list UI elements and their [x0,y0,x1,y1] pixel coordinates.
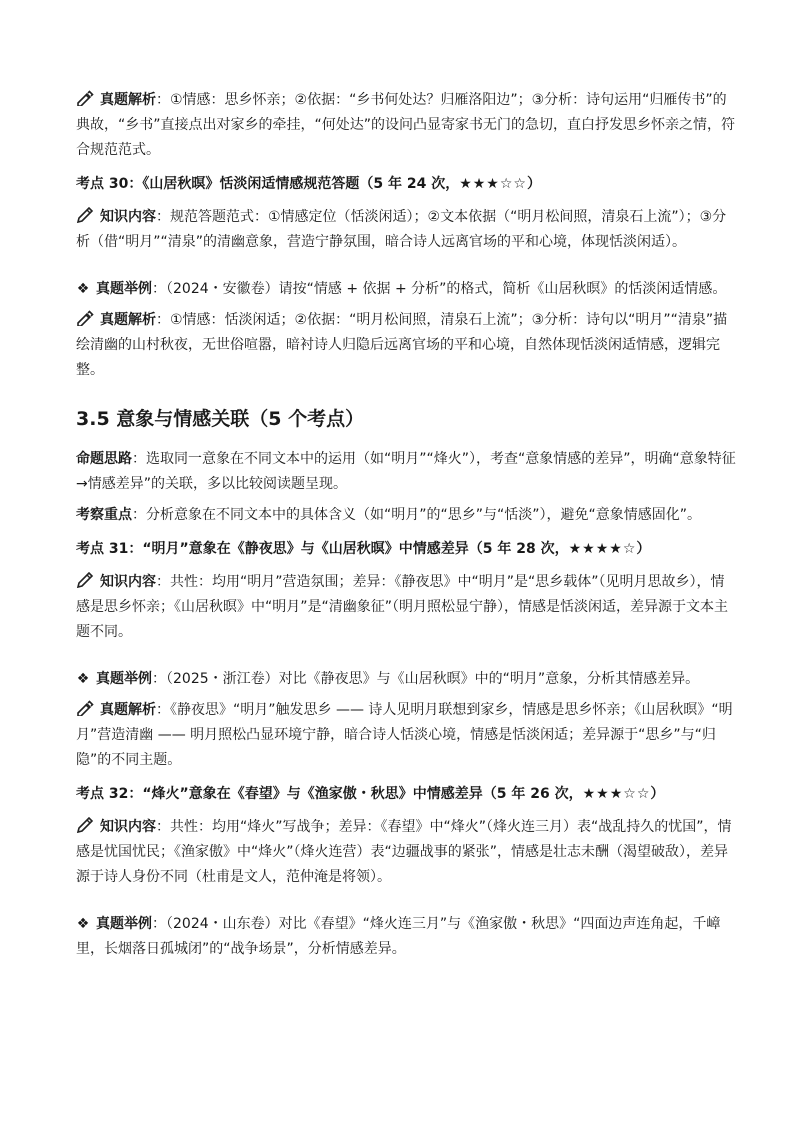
paragraph-text: 分析意象在不同文本中的具体含义（如“明月”的“思乡”与“恬淡”），避免“意象情感固化”。 [146,507,702,523]
paragraph-text: 选取同一意象在不同文本中的运用（如“明月”“烽火”），考查“意象情感的差异”，明确“意象特征→情感差异”的关联，多以比较阅读题呈现。 [76,451,736,492]
knowledge-point-heading: 考点 32：“烽火”意象在《春望》与《渔家傲・秋思》中情感差异（5 年 26 次，★★★☆☆） [76,786,665,802]
knowledge-point-heading: 考点 31：“明月”意象在《静夜思》与《山居秋暝》中情感差异（5 年 28 次，★★★★☆） [76,541,651,557]
example-paragraph: ❖ 真题举例：（2025・浙江卷）对比《静夜思》与《山居秋暝》中的“明月”意象，分析其情感差异。 [76,667,736,692]
paragraph-text: ①情感：思乡怀亲；②依据：“乡书何处达？归雁洛阳边”；③分析：诗句运用“归雁传书”的典故，“乡书”直接点出对家乡的牵挂，“何处达”的设问凸显寄家书无门的急切，直白抒发思乡怀亲之情，符合规范范式。 [76,92,736,158]
pencil-note-icon [76,90,94,106]
paragraph-text: 共性：均用“明月”营造氛围；差异：《静夜思》中“明月”是“思乡载体”（见明月思故乡），情感是思乡怀亲；《山居秋暝》中“明月”是“清幽象征”（明月照松显宁静），情感是恬淡闲适，差异源于文本主题不同。 [76,574,729,640]
pencil-icon [76,817,94,833]
knowledge-paragraph: 知识内容：共性：均用“明月”营造氛围；差异：《静夜思》中“明月”是“思乡载体”（见明月思故乡），情感是思乡怀亲；《山居秋暝》中“明月”是“清幽象征”（明月照松显宁静），情感是恬淡闲适，差异源于文本主题不同。 [76,574,729,640]
example-paragraph: ❖ 真题举例：（2024・安徽卷）请按“情感 + 依据 + 分析”的格式，简析《山居秋暝》的恬淡闲适情感。 [76,277,736,302]
pencil-note-icon [76,310,94,326]
spacer [76,655,736,667]
paragraph-label: 知识内容 [100,819,156,835]
paragraph-text: （2024・山东卷）对比《春望》“烽火连三月”与《渔家傲・秋思》“四面边声连角起，千嶂里，长烟落日孤城闭”的“战争场景”，分析情感差异。 [76,916,721,957]
paragraph-text: 规范答题范式：①情感定位（恬淡闲适）；②文本依据（“明月松间照，清泉石上流”）；③分析（借“明月”“清泉”的清幽意象，营造宁静氛围，暗合诗人远离官场的平和心境，体现恬淡闲适）。 [76,209,727,250]
paragraph-label: 命题思路 [76,451,132,467]
knowledge-paragraph: 知识内容：共性：均用“烽火”写战争；差异：《春望》中“烽火”（烽火连三月）表“战乱持久的忧国”，情感是忧国忧民；《渔家傲》中“烽火”（烽火连营）表“边疆战事的紧张”，情感是壮志未酬（渴望破敌），差异源于诗人身份不同（杜甫是文人，范仲淹是将领）。 [76,819,732,885]
paragraph-text: ①情感：恬淡闲适；②依据：“明月松间照，清泉石上流”；③分析：诗句以“明月”“清泉”描绘清幽的山村秋夜，无世俗喧嚣，暗衬诗人归隐后远离官场的平和心境，自然体现恬淡闲适情感，逻辑完整。 [76,312,728,378]
diamond-bullet-icon: ❖ [76,671,90,687]
paragraph-label: 真题解析 [100,312,156,328]
paragraph-text: 共性：均用“烽火”写战争；差异：《春望》中“烽火”（烽火连三月）表“战乱持久的忧国”，情感是忧国忧民；《渔家傲》中“烽火”（烽火连营）表“边疆战事的紧张”，情感是壮志未酬（渴望破敌），差异源于诗人身份不同（杜甫是文人，范仲淹是将领）。 [76,819,732,885]
knowledge-point-heading: 考点 30：《山居秋暝》恬淡闲适情感规范答题（5 年 24 次，★★★☆☆） [76,176,541,192]
knowledge-paragraph: 知识内容：规范答题范式：①情感定位（恬淡闲适）；②文本依据（“明月松间照，清泉石上流”）；③分析（借“明月”“清泉”的清幽意象，营造宁静氛围，暗合诗人远离官场的平和心境，体现恬淡闲适）。 [76,209,727,250]
diamond-bullet-icon: ❖ [76,281,90,297]
spacer [76,900,736,912]
paragraph-text: 《静夜思》“明月”触发思乡 —— 诗人见明月联想到家乡，情感是思乡怀亲；《山居秋暝》“明月”营造清幽 —— 明月照松凸显环境宁静，暗合诗人恬淡心境，情感是恬淡闲适；差异源于“思乡”与“归隐”的不同主题。 [76,702,733,768]
pencil-icon [76,572,94,588]
paragraph-label: 真题举例 [96,671,152,687]
section-heading: 3.5 意象与情感关联（5 个考点） [76,408,365,430]
analysis-paragraph: 真题解析：《静夜思》“明月”触发思乡 —— 诗人见明月联想到家乡，情感是思乡怀亲；《山居秋暝》“明月”营造清幽 —— 明月照松凸显环境宁静，暗合诗人恬淡心境，情感是恬淡闲适；差异源于“思乡”与“归隐”的不同主题。 [76,702,733,768]
star-rating: ★★★☆☆ [459,176,527,192]
diamond-bullet-icon: ❖ [76,916,90,932]
paragraph-label: 真题解析 [100,702,156,718]
spacer [76,265,736,277]
paragraph-label: 知识内容 [100,574,156,590]
document-page [76,88,736,968]
analysis-paragraph: 真题解析：①情感：思乡怀亲；②依据：“乡书何处达？归雁洛阳边”；③分析：诗句运用“归雁传书”的典故，“乡书”直接点出对家乡的牵挂，“何处达”的设问凸显寄家书无门的急切，直白抒发思乡怀亲之情，符合规范范式。 [76,92,736,158]
paragraph-label: 真题举例 [96,281,152,297]
star-rating: ★★★★☆ [568,541,637,557]
paragraph-label: 真题举例 [96,916,152,932]
pencil-icon [76,207,94,223]
pencil-note-icon [76,700,94,716]
paragraph-text: （2025・浙江卷）对比《静夜思》与《山居秋暝》中的“明月”意象，分析其情感差异。 [166,671,700,687]
intent-paragraph: 命题思路：选取同一意象在不同文本中的运用（如“明月”“烽火”），考查“意象情感的差异”，明确“意象特征→情感差异”的关联，多以比较阅读题呈现。 [76,451,736,492]
paragraph-label: 考察重点 [76,507,132,523]
example-paragraph: ❖ 真题举例：（2024・山东卷）对比《春望》“烽火连三月”与《渔家傲・秋思》“四面边声连角起，千嶂里，长烟落日孤城闭”的“战争场景”，分析情感差异。 [76,912,736,962]
paragraph-label: 知识内容 [100,209,156,225]
star-rating: ★★★☆☆ [582,786,651,802]
focus-paragraph: 考察重点：分析意象在不同文本中的具体含义（如“明月”的“思乡”与“恬淡”），避免“意象情感固化”。 [76,507,702,523]
analysis-paragraph: 真题解析：①情感：恬淡闲适；②依据：“明月松间照，清泉石上流”；③分析：诗句以“明月”“清泉”描绘清幽的山村秋夜，无世俗喧嚣，暗衬诗人归隐后远离官场的平和心境，自然体现恬淡闲适情感，逻辑完整。 [76,312,728,378]
paragraph-label: 真题解析 [100,92,156,108]
paragraph-text: （2024・安徽卷）请按“情感 + 依据 + 分析”的格式，简析《山居秋暝》的恬淡闲适情感。 [166,281,727,297]
